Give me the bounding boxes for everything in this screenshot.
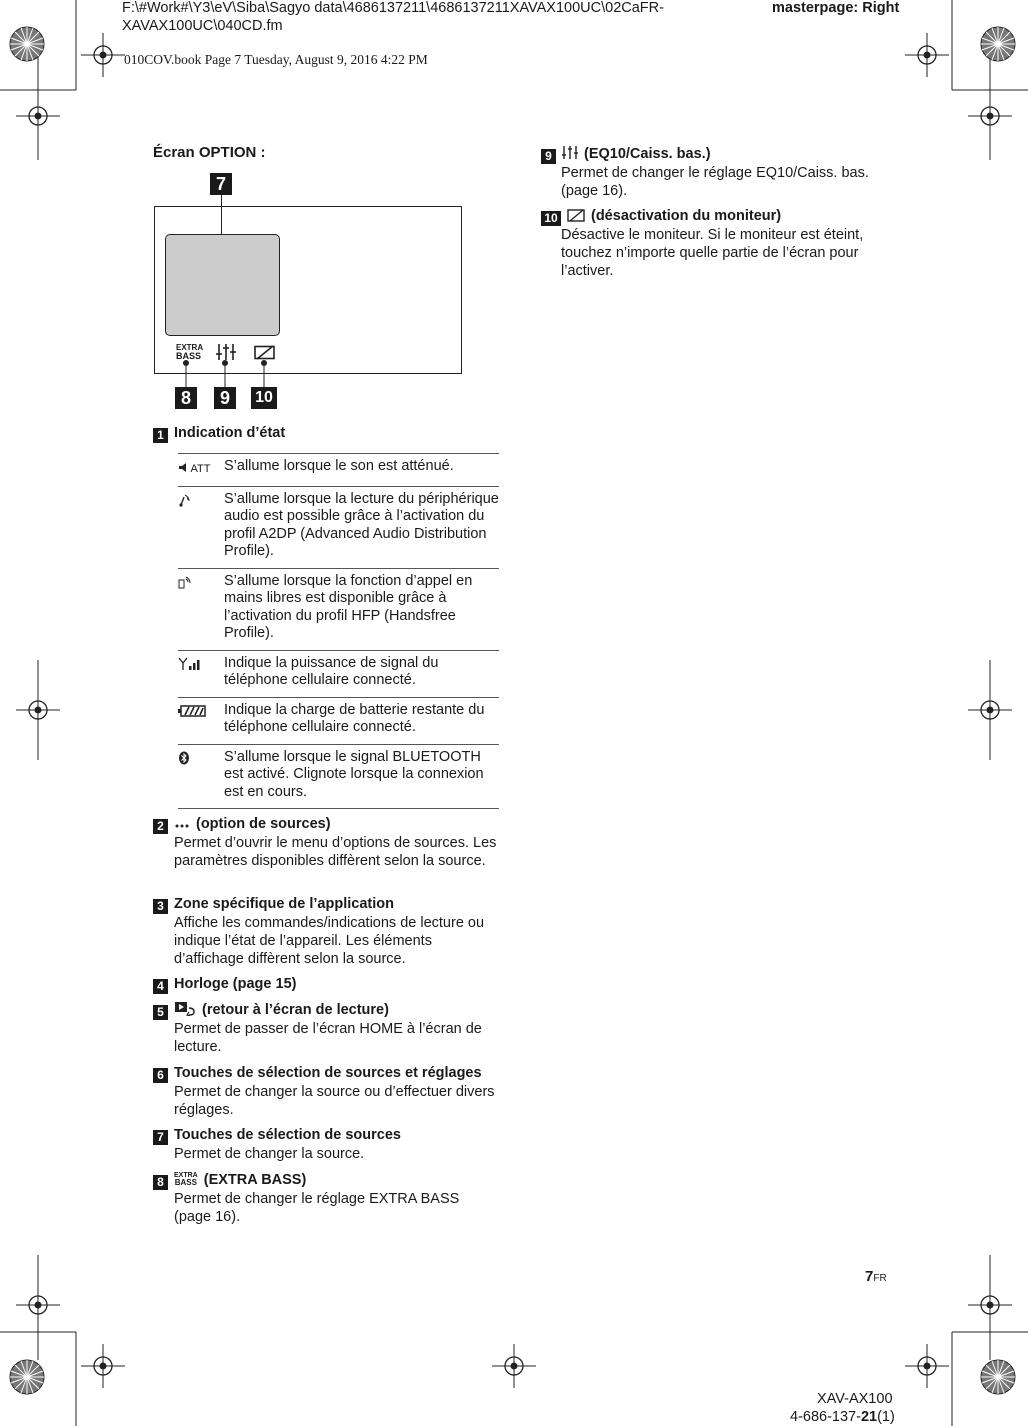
bottom-callout-leaders	[180, 358, 280, 388]
monitor-off-icon	[567, 209, 585, 222]
item-title: Zone spécifique de l’application	[174, 896, 394, 912]
callout-9: 9	[214, 387, 236, 409]
item-1	[153, 424, 285, 443]
item-title: Indication d’état	[174, 425, 286, 441]
page-number: 7FR	[865, 1268, 887, 1285]
source-key	[165, 234, 280, 336]
table-row	[178, 744, 499, 809]
extra-bass-icon: EXTRA BASS	[176, 343, 204, 361]
item-2	[153, 815, 498, 870]
item-3	[153, 895, 498, 968]
indicator-description: S’allume lorsque le son est atténué.	[224, 454, 499, 487]
item-description: Permet de changer la source.	[174, 1146, 365, 1162]
table-row	[178, 650, 499, 697]
item-title: (désactivation du moniteur)	[591, 208, 782, 224]
item-number: 5	[153, 1005, 168, 1020]
item-7	[153, 1126, 498, 1163]
indicator-description: S’allume lorsque le signal BLUETOOTH est activé. Clignote lorsque la connexion est en cours.	[224, 744, 499, 809]
item-number: 3	[153, 899, 168, 914]
item-title: (option de sources)	[196, 816, 331, 832]
extra-bass-icon: EXTRA BASS	[174, 1172, 198, 1187]
bluetooth-phone-icon	[178, 575, 192, 589]
item-8	[153, 1171, 498, 1226]
item-title: Touches de sélection de sources	[174, 1127, 401, 1143]
indicator-description: Indique la puissance de signal du téléphone cellulaire connecté.	[224, 650, 499, 697]
bluetooth-icon	[178, 751, 190, 765]
item-number: 2	[153, 819, 168, 834]
indicator-description: Indique la charge de batterie restante du téléphone cellulaire connecté.	[224, 697, 499, 744]
item-description: Permet de changer la source ou d’effectuer divers réglages.	[174, 1084, 495, 1118]
file-path-line-2: XAVAX100UC\040CD.fm	[122, 18, 283, 34]
item-title: Touches de sélection de sources et réglages	[174, 1065, 482, 1081]
item-number: 4	[153, 979, 168, 994]
battery-icon	[178, 704, 206, 718]
eq-icon	[562, 145, 578, 160]
item-number: 6	[153, 1068, 168, 1083]
item-title: (EXTRA BASS)	[203, 1172, 307, 1188]
item-4	[153, 975, 498, 994]
callout-7: 7	[210, 173, 232, 195]
indicator-description: S’allume lorsque la lecture du périphérique audio est possible grâce à l’activation du profil A2DP (Advanced Audio Distribution Profile).	[224, 486, 499, 568]
more-options-icon	[174, 820, 190, 830]
item-description: Désactive le moniteur. Si le moniteur est éteint, touchez n’importe quelle partie de l’écran pour l’activer.	[561, 227, 864, 279]
file-path-line-1: F:\#Work#\Y3\eV\Siba\Sagyo data\4686137211\4686137211XAVAX100UC\02CaFR-	[122, 0, 664, 16]
item-description: Permet de changer le réglage EXTRA BASS (page 16).	[174, 1191, 460, 1225]
table-row	[178, 454, 499, 487]
masterpage-label: masterpage: Right	[772, 0, 900, 16]
item-10	[541, 207, 886, 280]
item-description: Permet de changer le réglage EQ10/Caiss. bas. (page 16).	[561, 165, 869, 199]
item-number: 1	[153, 428, 168, 443]
item-title: (retour à l’écran de lecture)	[202, 1002, 389, 1018]
item-description: Affiche les commandes/indications de lecture ou indique l’état de l’appareil. Les éléments d’affichage diffèrent selon la source.	[174, 915, 485, 967]
item-6	[153, 1064, 498, 1119]
figure-title: Écran OPTION :	[153, 144, 266, 161]
indicator-description: S’allume lorsque la fonction d’appel en mains libres est disponible grâce à l’activation du profil HFP (Handsfree Profile).	[224, 568, 499, 650]
item-5	[153, 1001, 498, 1056]
model-number: XAV-AX100	[817, 1391, 893, 1407]
item-number: 7	[153, 1130, 168, 1145]
item-title: (EQ10/Caiss. bas.)	[584, 146, 711, 162]
att-icon: ATT	[178, 463, 210, 475]
file-path	[122, 0, 664, 35]
callout-8: 8	[175, 387, 197, 409]
item-number: 9	[541, 149, 556, 164]
item-number: 8	[153, 1175, 168, 1190]
item-description: Permet de passer de l’écran HOME à l’écran de lecture.	[174, 1021, 482, 1055]
callout-10: 10	[251, 387, 277, 409]
table-row	[178, 486, 499, 568]
item-number: 10	[541, 211, 561, 226]
bluetooth-audio-icon	[178, 493, 192, 507]
book-info: 010COV.book Page 7 Tuesday, August 9, 2016 4:22 PM	[124, 52, 428, 67]
part-number: 4-686-137-21(1)	[790, 1409, 895, 1425]
table-row	[178, 568, 499, 650]
back-to-playback-icon	[174, 1001, 196, 1016]
signal-strength-icon	[178, 657, 202, 671]
item-9	[541, 145, 886, 200]
item-description: Permet d’ouvrir le menu d’options de sources. Les paramètres disponibles diffèrent selon la source.	[174, 835, 497, 869]
indicator-table	[178, 453, 499, 809]
table-row	[178, 697, 499, 744]
item-title: Horloge (page 15)	[174, 976, 297, 992]
